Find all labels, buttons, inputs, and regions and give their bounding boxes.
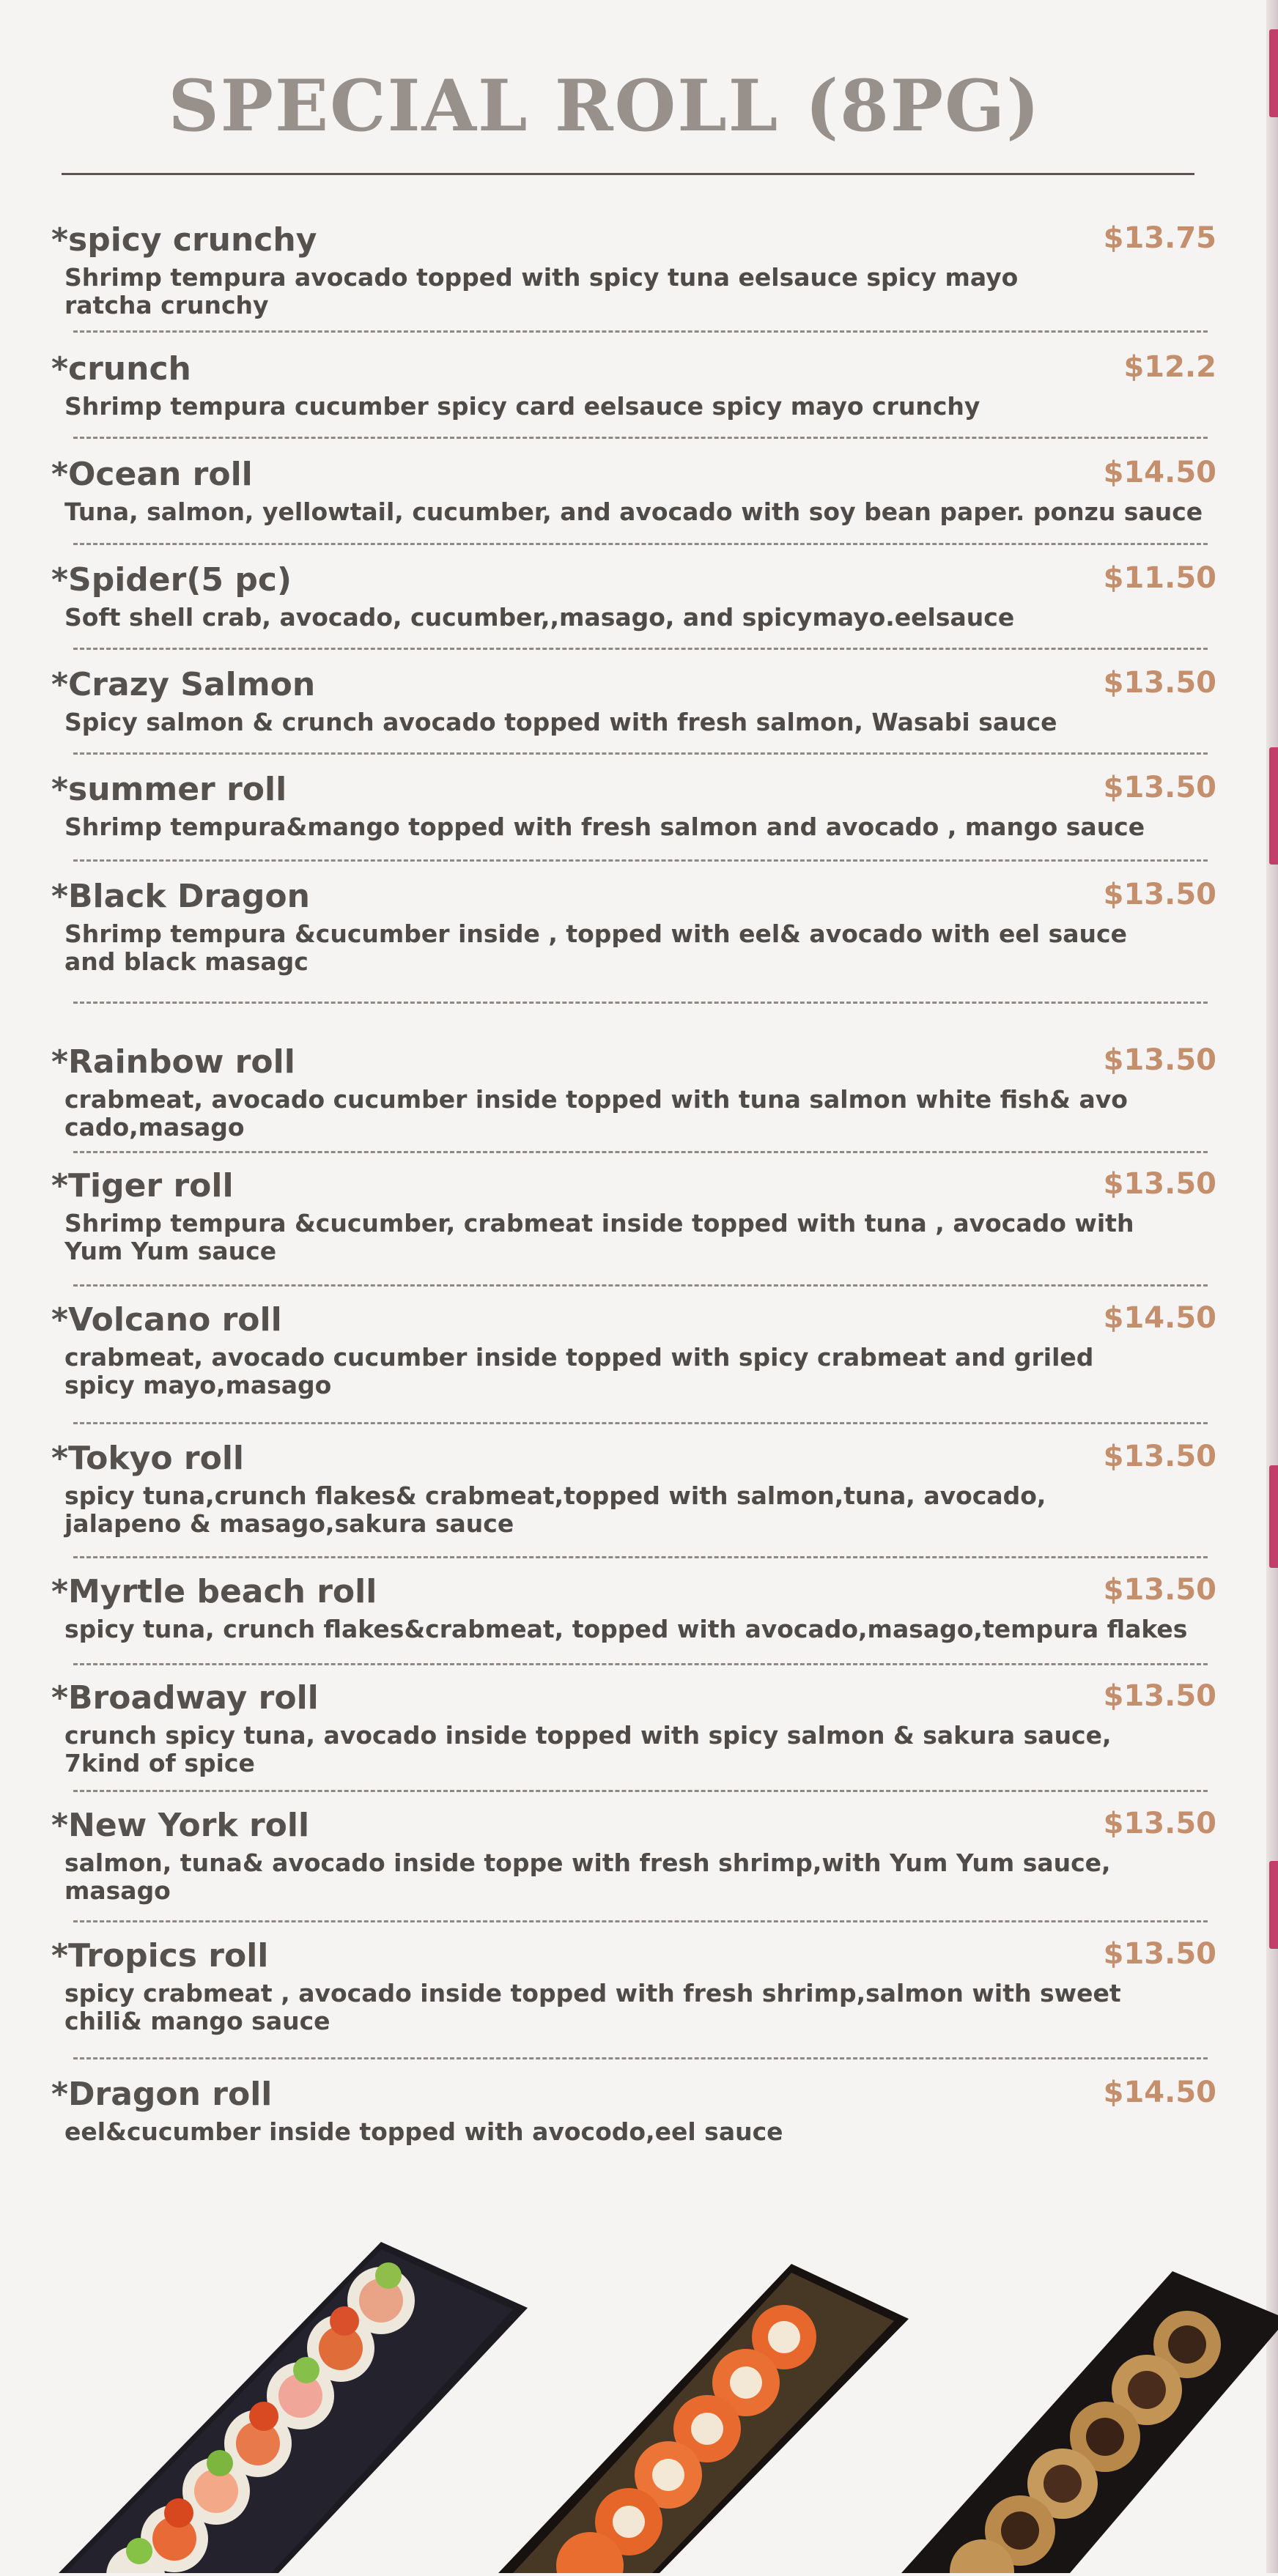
item-price: $13.50: [1103, 1167, 1216, 1201]
sushi-roll-with-roe-photo: [59, 2242, 528, 2573]
item-description: Spicy salmon & crunch avocado topped with fresh salmon, Wasabi sauce: [64, 708, 1057, 736]
item-price: $13.50: [1103, 1440, 1216, 1473]
dashed-divider: [73, 1790, 1208, 1792]
item-price: $13.50: [1103, 771, 1216, 804]
edge-tab: [1269, 747, 1278, 865]
item-description: spicy crabmeat , avocado inside topped with fresh shrimp,salmon with sweet chili& mango sauce: [64, 1979, 1121, 2035]
dashed-divider: [73, 648, 1208, 650]
item-name: *Black Dragon: [51, 878, 310, 915]
dashed-divider: [73, 2057, 1208, 2059]
item-description: spicy tuna,crunch flakes& crabmeat,topped with salmon,tuna, avocado, jalapeno & masago,sakura sauce: [64, 1481, 1046, 1538]
item-price: $13.50: [1103, 1937, 1216, 1971]
item-description: Tuna, salmon, yellowtail, cucumber, and avocado with soy bean paper. ponzu sauce: [64, 497, 1203, 526]
item-description: eel&cucumber inside topped with avocodo,eel sauce: [64, 2117, 783, 2146]
dashed-divider: [73, 1556, 1208, 1558]
item-name: *New York roll: [51, 1807, 310, 1844]
item-name: *Ocean roll: [51, 456, 253, 493]
eel-sauce-roll-photo: [901, 2271, 1278, 2573]
item-price: $13.50: [1103, 878, 1216, 911]
item-name: *crunch: [51, 350, 191, 388]
item-name: *spicy crunchy: [51, 221, 317, 259]
dashed-divider: [73, 330, 1208, 333]
item-price: $13.75: [1103, 221, 1216, 255]
dashed-divider: [73, 1920, 1208, 1922]
edge-tab: [1269, 29, 1278, 117]
item-price: $13.50: [1103, 1043, 1216, 1077]
dashed-divider: [73, 1422, 1208, 1424]
item-price: $14.50: [1103, 456, 1216, 489]
edge-tab: [1269, 1861, 1278, 1949]
menu-title: SPECIAL ROLL (8PG): [168, 64, 1041, 147]
item-name: *Broadway roll: [51, 1679, 319, 1717]
item-price: $13.50: [1103, 1573, 1216, 1607]
item-price: $13.50: [1103, 1807, 1216, 1840]
item-description: Shrimp tempura cucumber spicy card eelsauce spicy mayo crunchy: [64, 392, 980, 421]
item-name: *Tiger roll: [51, 1167, 234, 1204]
item-description: Soft shell crab, avocado, cucumber,,masago, and spicymayo.eelsauce: [64, 603, 1015, 632]
item-description: crabmeat, avocado cucumber inside topped with tuna salmon white fish& avo cado,masago: [64, 1085, 1128, 1141]
item-description: Shrimp tempura&mango topped with fresh salmon and avocado , mango sauce: [64, 813, 1145, 841]
item-name: *Myrtle beach roll: [51, 1573, 377, 1610]
item-price: $14.50: [1103, 2076, 1216, 2109]
edge-tab: [1269, 1465, 1278, 1568]
item-description: spicy tuna, crunch flakes&crabmeat, topped with avocado,masago,tempura flakes: [64, 1615, 1188, 1643]
page-edge: [1266, 0, 1278, 2573]
sushi-photos-art: [0, 2227, 1278, 2573]
item-price: $12.2: [1123, 350, 1216, 384]
item-description: crunch spicy tuna, avocado inside topped with spicy salmon & sakura sauce, 7kind of spice: [64, 1721, 1112, 1777]
dashed-divider: [73, 543, 1208, 545]
item-description: crabmeat, avocado cucumber inside topped with spicy crabmeat and griled spicy mayo,masago: [64, 1343, 1094, 1399]
item-name: *Dragon roll: [51, 2076, 273, 2113]
item-name: *Volcano roll: [51, 1301, 282, 1339]
orange-roe-roll-photo: [498, 2264, 909, 2573]
item-name: *Tropics roll: [51, 1937, 269, 1974]
item-description: Shrimp tempura avocado topped with spicy tuna eelsauce spicy mayo ratcha crunchy: [64, 263, 1019, 319]
item-price: $11.50: [1103, 561, 1216, 595]
dashed-divider: [73, 437, 1208, 439]
item-description: Shrimp tempura &cucumber, crabmeat inside topped with tuna , avocado with Yum Yum sauce: [64, 1209, 1134, 1265]
dashed-divider: [73, 1284, 1208, 1287]
dashed-divider: [73, 859, 1208, 862]
title-underline: [62, 173, 1194, 175]
sushi-photos: [0, 2227, 1278, 2573]
item-name: *Tokyo roll: [51, 1440, 244, 1477]
dashed-divider: [73, 752, 1208, 755]
item-price: $13.50: [1103, 666, 1216, 700]
item-name: *Crazy Salmon: [51, 666, 316, 703]
dashed-divider: [73, 1002, 1208, 1004]
item-description: salmon, tuna& avocado inside toppe with fresh shrimp,with Yum Yum sauce, masago: [64, 1848, 1111, 1905]
item-name: *Spider(5 pc): [51, 561, 292, 599]
dashed-divider: [73, 1663, 1208, 1665]
item-description: Shrimp tempura &cucumber inside , topped with eel& avocado with eel sauce and black masagc: [64, 919, 1127, 976]
item-name: *Rainbow roll: [51, 1043, 295, 1081]
item-price: $13.50: [1103, 1679, 1216, 1713]
item-name: *summer roll: [51, 771, 287, 808]
item-price: $14.50: [1103, 1301, 1216, 1335]
dashed-divider: [73, 1151, 1208, 1153]
